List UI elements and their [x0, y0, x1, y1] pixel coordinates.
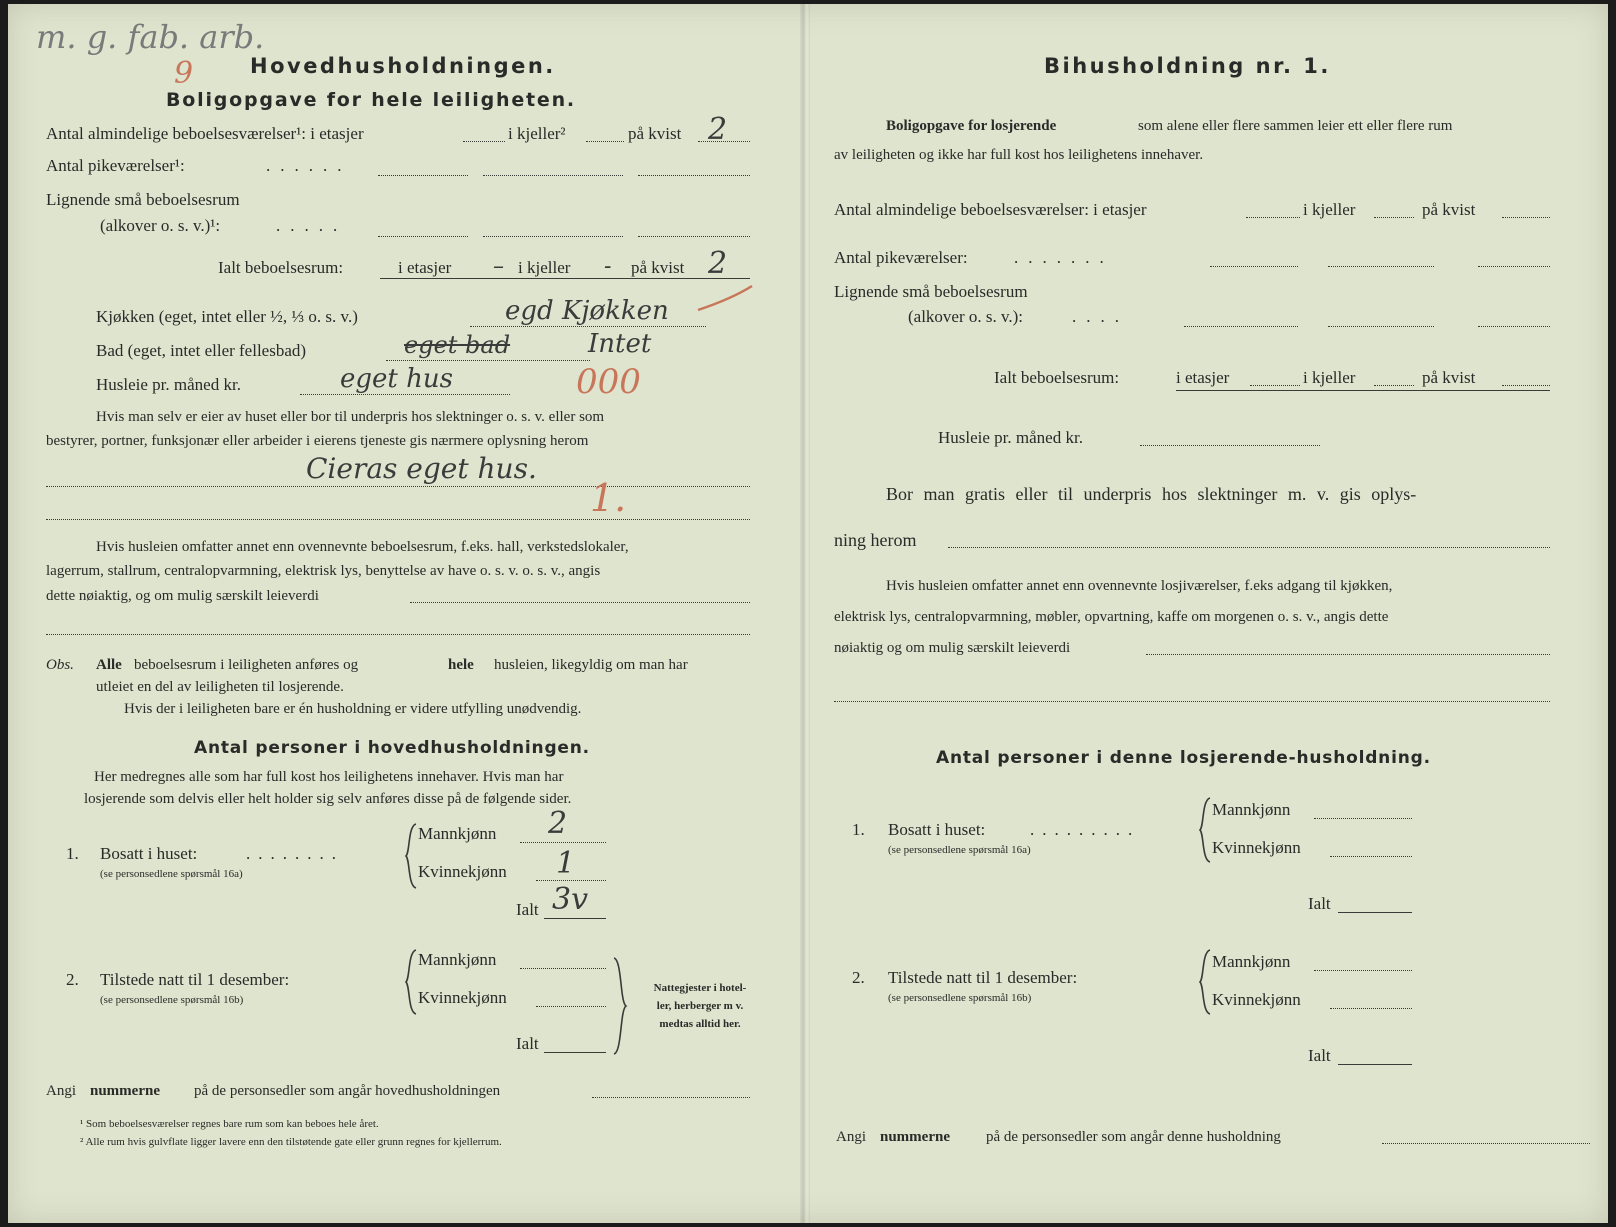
hand-eier: Cieras eget hus. [306, 452, 537, 485]
right-q2-sub: (se personsedlene spørsmål 16b) [888, 992, 1032, 1004]
right-q1-brace [1198, 796, 1212, 864]
right-ialt-etasjer-field[interactable] [1250, 385, 1300, 386]
ialt-kvist-label: på kvist [631, 258, 685, 277]
q1-sub: (se personsedlene spørsmål 16a) [100, 868, 243, 880]
right-omfatter-line-2[interactable] [834, 701, 1550, 702]
q2-number: 2. [66, 970, 79, 989]
pike-etasjer-field[interactable] [378, 175, 468, 176]
q2-brace-left [404, 948, 418, 1016]
right-q2-mann-field[interactable] [1314, 970, 1412, 971]
right-q2-label: Tilstede natt til 1 desember: [888, 968, 1078, 987]
right-q1-sub: (se personsedlene spørsmål 16a) [888, 844, 1031, 856]
page-title: Hovedhusholdningen. [250, 54, 556, 78]
angi-bold: nummerne [90, 1083, 160, 1099]
natt-note-1: Nattegjester i hotel- [653, 982, 747, 994]
right-ialt-kjeller-label: i kjeller [1303, 368, 1356, 387]
q1-mann-label: Mannkjønn [418, 824, 497, 843]
hand-ialt-kvist: 2 [708, 246, 728, 281]
right-rooms-etasjer-field[interactable] [1246, 217, 1300, 218]
red-one-mark: 1. [590, 476, 627, 520]
right-lignende-label: Lignende små beboelsesrum [834, 282, 1028, 301]
pencil-note: m. g. fab. arb. [36, 18, 265, 56]
right-omfatter-field[interactable] [1146, 654, 1550, 655]
right-q2-number: 2. [852, 968, 865, 987]
red-pencil-stroke [696, 284, 756, 314]
natt-note-2: ler, herberger m v. [656, 1000, 744, 1012]
right-husleie-field[interactable] [1140, 445, 1320, 446]
right-angi-field[interactable] [1382, 1143, 1590, 1144]
right-pike-kvist-field[interactable] [1478, 266, 1550, 267]
persons-text-1: Her medregnes alle som har full kost hos leilighetens innehaver. Hvis man har [94, 769, 564, 785]
obs-text-2: utleiet en del av leiligheten til losjerende. [96, 679, 344, 695]
alkover-kjeller-field[interactable] [483, 236, 623, 237]
q1-ialt-label: Ialt [516, 900, 539, 919]
q1-number: 1. [66, 844, 79, 863]
q1-label: Bosatt i huset: [100, 844, 198, 863]
q2-ialt-field[interactable] [544, 1052, 606, 1053]
husleie-label: Husleie pr. måned kr. [96, 375, 241, 394]
right-ialt-label: Ialt beboelsesrum: [994, 368, 1120, 387]
right-q2-kvinne-field[interactable] [1330, 1008, 1412, 1009]
right-alkover-kjeller-field[interactable] [1328, 326, 1434, 327]
angi-text-b: på de personsedler som angår hovedhusholdningen [194, 1083, 501, 1099]
right-q1-number: 1. [852, 820, 865, 839]
eier-line-2[interactable] [46, 519, 750, 520]
rooms-kjeller-field[interactable] [586, 141, 624, 142]
hand-bad-struck: eget bad [404, 331, 511, 359]
hand-ialt-etasjer: – [493, 254, 504, 279]
natt-note-3: medtas alltid her. [659, 1018, 741, 1030]
right-pike-kjeller-field[interactable] [1328, 266, 1434, 267]
q2-brace-right [612, 956, 628, 1056]
rooms-kvist-label: på kvist [628, 124, 682, 143]
right-alkover-label: (alkover o. s. v.): [908, 307, 1024, 326]
omfatter-field[interactable] [410, 602, 750, 603]
right-intro-1: som alene eller flere sammen leier ett eller flere rum [1138, 118, 1453, 134]
kjokken-field[interactable] [470, 326, 706, 327]
q2-ialt-label: Ialt [516, 1034, 539, 1053]
q1-brace [404, 822, 418, 890]
page-subtitle: Boligopgave for hele leiligheten. [166, 89, 576, 111]
persons-title: Antal personer i hovedhusholdningen. [194, 738, 590, 758]
right-q2-ialt-field[interactable] [1338, 1064, 1412, 1065]
hand-bad: Intet [588, 329, 652, 359]
obs-alle: Alle [96, 657, 122, 673]
right-rooms-kvist-label: på kvist [1422, 200, 1476, 219]
kjokken-label: Kjøkken (eget, intet eller ½, ⅓ o. s. v.) [96, 307, 358, 326]
q2-mann-field[interactable] [520, 968, 606, 969]
right-angi-text-a: Angi [836, 1129, 866, 1145]
right-omfatter-3: nøiaktig og om mulig særskilt leieverdi [834, 640, 1071, 656]
pike-kvist-field[interactable] [638, 175, 750, 176]
right-rooms-label: Antal almindelige beboelsesværelser: i etasjer [834, 200, 1147, 219]
red-household-number: 9 [174, 56, 194, 91]
right-alkover-etasjer-field[interactable] [1184, 326, 1298, 327]
red-husleie: 000 [576, 362, 641, 402]
omfatter-1: Hvis husleien omfatter annet enn ovennevnte beboelsesrum, f.eks. hall, verkstedslokaler, [96, 539, 629, 555]
right-rooms-kvist-field[interactable] [1502, 217, 1550, 218]
right-gratis-1: Bor man gratis eller til underpris hos slektninger m. v. gis oplys- [886, 484, 1417, 504]
rooms-kjeller-label: i kjeller² [508, 124, 566, 143]
obs-text-3: Hvis der i leiligheten bare er én husholdning er videre utfylling unødvendig. [124, 701, 582, 717]
obs-text-1a: beboelsesrum i leiligheten anføres og [134, 657, 359, 673]
right-intro-bold: Boligopgave for losjerende [886, 118, 1057, 134]
q1-ialt-field[interactable] [544, 918, 606, 919]
hand-ialt-kjeller: - [604, 254, 612, 279]
hand-q1-mann: 2 [548, 806, 568, 841]
right-gratis-2: ning herom [834, 530, 917, 550]
persons-text-2: losjerende som delvis eller helt holder sig selv anføres disse på de følgende sider. [84, 791, 572, 807]
right-q2-ialt-label: Ialt [1308, 1046, 1331, 1065]
q2-kvinne-label: Kvinnekjønn [418, 988, 507, 1007]
right-q2-mann-label: Mannkjønn [1212, 952, 1291, 971]
right-rooms-kjeller-field[interactable] [1374, 217, 1414, 218]
q1-mann-field[interactable] [520, 842, 606, 843]
ialt-etasjer-label: i etasjer [398, 258, 452, 277]
right-rooms-kjeller-label: i kjeller [1303, 200, 1356, 219]
right-q1-kvinne-field[interactable] [1330, 856, 1412, 857]
hand-q1-kvinne: 1 [556, 846, 576, 881]
alkover-etasjer-field[interactable] [378, 236, 468, 237]
right-ialt-underline [1176, 390, 1550, 391]
obs-text-1b: husleien, likegyldig om man har [494, 657, 688, 673]
right-title: Bihusholdning nr. 1. [1044, 54, 1331, 78]
right-alkover-kvist-field[interactable] [1478, 326, 1550, 327]
ialt-underline [380, 278, 750, 279]
rooms-label: Antal almindelige beboelsesværelser¹: i etasjer [46, 124, 364, 143]
omfatter-2: lagerrum, stallrum, centralopvarmning, elektrisk lys, benyttelse av have o. s. v. o. s. v., angis [46, 563, 601, 579]
hand-kjokken: egd Kjøkken [505, 296, 669, 326]
right-q1-ialt-field[interactable] [1338, 912, 1412, 913]
right-gratis-field[interactable] [948, 547, 1550, 548]
right-q1-ialt-label: Ialt [1308, 894, 1331, 913]
right-ialt-kvist-field[interactable] [1502, 385, 1550, 386]
ialt-label: Ialt beboelsesrum: [218, 258, 344, 277]
ialt-kjeller-label: i kjeller [518, 258, 571, 277]
hand-husleie: eget hus [340, 364, 453, 394]
pike-kjeller-field[interactable] [483, 175, 623, 176]
omfatter-line-2[interactable] [46, 634, 750, 635]
eier-text-2: bestyrer, portner, funksjonær eller arbeider i eierens tjeneste gis nærmere oplysning herom [46, 433, 589, 449]
eier-text-1: Hvis man selv er eier av huset eller bor til underpris hos slektninger o. s. v. eller som [96, 409, 605, 425]
hand-rooms-kvist: 2 [708, 112, 728, 147]
right-intro-2: av leiligheten og ikke har full kost hos leilighetens innehaver. [834, 147, 1204, 163]
right-q2-brace [1198, 948, 1212, 1016]
right-q1-label: Bosatt i huset: [888, 820, 986, 839]
right-angi-bold: nummerne [880, 1129, 950, 1145]
right-ialt-etasjer-label: i etasjer [1176, 368, 1230, 387]
bad-label: Bad (eget, intet eller fellesbad) [96, 341, 307, 360]
hand-q1-ialt: 3v [552, 882, 589, 917]
omfatter-3: dette nøiaktig, og om mulig særskilt leieverdi [46, 588, 319, 604]
q2-label: Tilstede natt til 1 desember: [100, 970, 290, 989]
right-pike-label: Antal pikeværelser: [834, 248, 968, 267]
right-husleie-label: Husleie pr. måned kr. [938, 428, 1083, 447]
right-omfatter-2: elektrisk lys, centralopvarmning, møbler, opvartning, kaffe om morgenen o. s. v., angis dette [834, 609, 1389, 625]
footnote-2: ² Alle rum hvis gulvflate ligger lavere enn den tilstøtende gate eller grunn regnes for kjellerrum. [80, 1136, 502, 1148]
obs-hele: hele [448, 657, 474, 673]
right-ialt-kjeller-field[interactable] [1374, 385, 1414, 386]
census-form-sheet: m. g. fab. arb. 9 Hovedhusholdningen. Boligopgave for hele leiligheten. Antal almindelige beboelsesværelser¹: i etasjer i kjeller² på kvist 2 Antal pikeværelser¹: ...... Lignende små beboelsesrum (alkover o. s. v.)¹: ..... Ialt beboelsesrum: i etasjer i kjeller på kvist – - 2 Kjøkken (eget, intet eller ½, ⅓ o. s. v.) egd Kjøkken Bad (eget, intet eller fellesbad) eget bad Intet Husleie pr. måned kr. eget hus 000 Hvis man selv er eier av huset eller bor til underpris hos slektninger o. s. v. eller som bestyrer, portner, funksjonær eller arbeider i eierens tjeneste gis nærmere oplysning herom Cieras eget hus. 1. Hvis husleien omfatter annet enn ovennevnte beboelsesrum, f.eks. hall, verkstedslokaler, lagerrum, stallrum, centralopvarmning, elektrisk lys, benyttelse av have o. s. v. o. s. v., angis dette nøiaktig, og om mulig særskilt leieverdi Obs. Alle beboelsesrum i leiligheten anføres og hele husleien, likegyldig om man har utleiet en del av leiligheten til losjerende. Hvis der i leiligheten bare er én husholdning er videre utfylling unødvendig. Antal personer i hovedhusholdningen. Her medregnes alle som har full kost hos leilighetens innehaver. Hvis man har losjerende som delvis eller helt holder sig selv anføres disse på de følgende sider. 1. Bosatt i huset: ........ (se personsedlene spørsmål 16a) Mannkjønn 2 Kvinnekjønn 1 Ialt 3v 2. Tilstede natt til 1 desember: (se personsedlene spørsmål 16b) Mannkjønn Kvinnekjønn Ialt Nattegjester i hotel- ler, herberger m v. medtas alltid her. Angi nummerne på de personsedler som angår hovedhusholdningen ¹ Som beboelsesværelser regnes bare rum som kan beboes hele året. ² Alle rum hvis gulvflate ligger lavere enn den tilstøtende gate eller grunn regnes for kjellerrum. Bihusholdning nr. 1. Boligopgave for losjerende som alene eller flere sammen leier ett eller flere rum av leiligheten og ikke har full kost hos leilighetens innehaver. Antal almindelige beboelsesværelser: i etasjer i kjeller på kvist Antal pikeværelser: ....... Lignende små beboelsesrum (alkover o. s. v.): .... Ialt beboelsesrum: i etasjer i kjeller på kvist Husleie pr. måned kr. Bor man gratis eller til underpris hos slektninger m. v. gis oplys- ning herom Hvis husleien omfatter annet enn ovennevnte losjiværelser, f.eks adgang til kjøkken, elektrisk lys, centralopvarmning, møbler, opvartning, kaffe om morgenen o. s. v., angis dette nøiaktig og om mulig særskilt leieverdi Antal personer i denne losjerende-husholdning. 1. Bosatt i huset: ......... (se personsedlene spørsmål 16a) Mannkjønn Kvinnekjønn Ialt 2. Tilstede natt til 1 desember: (se personsedlene spørsmål 16b) Mannkjønn Kvinnekjønn Ialt Angi nummerne på de personsedler som angår denne husholdning [8, 4, 1608, 1223]
alkover-label: (alkover o. s. v.)¹: [100, 216, 221, 235]
pike-label: Antal pikeværelser¹: [46, 156, 185, 175]
right-pike-etasjer-field[interactable] [1210, 266, 1298, 267]
right-angi-text-b: på de personsedler som angår denne husholdning [986, 1129, 1281, 1145]
q2-kvinne-field[interactable] [536, 1006, 606, 1007]
obs-label: Obs. [46, 657, 74, 673]
footnote-1: ¹ Som beboelsesværelser regnes bare rum som kan beboes hele året. [80, 1118, 379, 1130]
bad-field[interactable] [386, 360, 590, 361]
right-persons-title: Antal personer i denne losjerende-husholdning. [936, 748, 1431, 768]
husleie-field[interactable] [300, 394, 510, 395]
right-q1-mann-label: Mannkjønn [1212, 800, 1291, 819]
q2-mann-label: Mannkjønn [418, 950, 497, 969]
page-fold [800, 4, 810, 1223]
angi-text-a: Angi [46, 1083, 76, 1099]
eier-line-1[interactable] [46, 486, 750, 487]
lignende-label: Lignende små beboelsesrum [46, 190, 240, 209]
right-omfatter-1: Hvis husleien omfatter annet enn ovennevnte losjiværelser, f.eks adgang til kjøkken, [886, 578, 1393, 594]
q2-sub: (se personsedlene spørsmål 16b) [100, 994, 244, 1006]
right-q2-kvinne-label: Kvinnekjønn [1212, 990, 1301, 1009]
right-ialt-kvist-label: på kvist [1422, 368, 1476, 387]
right-q1-kvinne-label: Kvinnekjønn [1212, 838, 1301, 857]
rooms-etasjer-field[interactable] [463, 141, 505, 142]
alkover-kvist-field[interactable] [638, 236, 750, 237]
angi-field[interactable] [592, 1097, 750, 1098]
q1-kvinne-label: Kvinnekjønn [418, 862, 507, 881]
right-q1-mann-field[interactable] [1314, 818, 1412, 819]
